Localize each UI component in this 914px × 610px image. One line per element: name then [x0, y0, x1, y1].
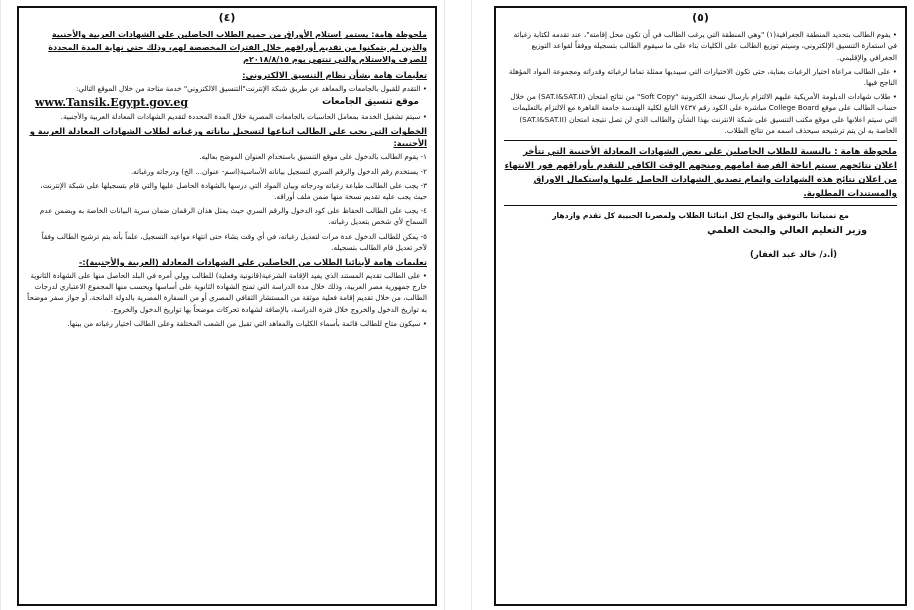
page-number: (٤): [218, 12, 236, 24]
closing-line: مع تمنياتنا بالتوفيق والنجاح لكل ابنائنا الطلاب ولمصرنا الحبيبة كل تقدم وازدهار: [552, 211, 849, 221]
electronic-system-item: • سيتم تشغيل الخدمة بمعامل الحاسبات بالجامعات المصرية خلال المدة المحددة لتقديم الشهادات المعادلة العربية والأجنبية.: [27, 111, 427, 122]
section-title-equivalent-certificates: تعليمات هامة لأبنائنا الطلاب من الحاصلين على الشهادات المعادلة (العربية والأجنبية):-: [78, 256, 427, 267]
instruction-item: • على الطالب تقديم المستند الذي يفيد الإقامة الشرعية(قانونية وفعلية) للطالب وولي أمره في البلد الحاصل منها على الشهادة الثانوية خارج جمهورية مصر العربية، وذلك خلال مدة الدراسة التي تمنح الشهادة الثانوية على أساسها ويحسب منها المجموع الاعتباري لدرجات الطالب، من خلال تقديم إقامة فعلية موثقة من المستشار الثقافي المصري أو من السفارة المصرية بالدولة المانحة، أو جواز سفر موضحاً به تواريخ الدخول والخروج خلال فترة الدراسة، بالإضافة لشهادة تحركات موضحاً بها تواريخ الدخول والخروج.: [27, 270, 427, 315]
site-line: [35, 97, 419, 108]
minister-title: وزير التعليم العالي والبحث العلمي: [707, 225, 867, 237]
instruction-item: • سيكون متاح للطالب قائمة بأسماء الكليات والمعاهد التي تقبل من الشعب المختلفة وعلى الطالب اختيار رغباته من بينها.: [27, 318, 427, 329]
section-title-steps: الخطوات التي يجب على الطالب اتباعها لتسجيل بياناته ورغباته لطلاب الشهادات المعادلة العربية و الأجنبية:: [29, 126, 427, 149]
electronic-system-item: • التقدم للقبول بالجامعات والمعاهد عن طريق شبكة الإنترنت"التنسيق الالكتروني" خدمة متاحة من خلال الموقع التالي:: [27, 83, 427, 94]
step-item: ٤- يجب على الطالب الحفاظ على كود الدخول والرقم السري حيث يمثل هذان الرقمان ضمان سرية البيانات الخاصة به ويضمن عدم السماح لأي شخص بتعديل رغباته.: [39, 206, 427, 227]
page-4-content: [27, 12, 427, 600]
page-4: [0, 0, 445, 610]
page-5: [471, 0, 914, 610]
instruction-item: • على الطالب مراعاة اختيار الرغبات بعناية، حتى تكون الاختيارات التي سيبديها ممثلة تماما لرغباته وقدراته ومجموعة المواد المؤهلة الناجح فيها.: [504, 66, 897, 88]
site-label: موقع تنسيق الجامعات: [322, 96, 419, 107]
page-5-frame: [494, 6, 907, 606]
instruction-item: • طلاب شهادات الدبلومة الأمريكية عليهم الالتزام بارسال نسخة الكترونية "Soft Copy" من نتائج امتحان (SAT.I&SAT.II) من خلال حساب الطالب على موقع College Board مباشرة على الكود رقم ٧٤٣٧ التابع لكلية الهندسة جامعة القاهرة مع الالتزام بالتعليمات التي سيتم اعلانها على موقع مكتب التنسيق على شبكة الانترنت بهذا الشأن والطالب الذي لن تصل نتيجة امتحان (SAT.I&SAT.II) الخاصة به لن يتم ترشيحه سيحذف اسمه من نتائج الطلاب.: [504, 91, 897, 136]
instruction-item: • يقوم الطالب بتحديد المنطقة الجغرافية(١) "وهي المنطقة التي يرغب الطالب في أن تكون محل إقامته"، عند تقدمه لكتابة رغباته في استمارة التنسيق الإلكتروني، وسيتم توزيع الطالب على الكليات بناء على ما سيقوم الطالب بتسجيله ووفقاً لقواعد التوزيع الجغرافي والإقليمي.: [504, 29, 897, 63]
page-4-frame: [17, 6, 437, 606]
step-item: ٢- يستخدم رقم الدخول والرقم السري لتسجيل بياناته الأساسية(اسم- عنوان... الخ) ودرجاته ورغباته.: [130, 166, 427, 176]
section-title-electronic-system: تعليمات هامة بشأن نظام التنسيق الالكتروني:: [242, 69, 427, 80]
step-item: ١- يقوم الطالب بالدخول على موقع التنسيق باستخدام العنوان الموضح بعاليه.: [199, 152, 427, 162]
site-url: www.Tansik.Egypt.gov.eg: [35, 95, 189, 109]
page-number: (٥): [692, 12, 709, 24]
divider: [504, 140, 897, 141]
minister-name: (أ.د/ خالد عبد الغفار): [750, 250, 837, 261]
step-item: ٥- يمكن للطالب الدخول عدة مرات لتعديل رغباته، في أي وقت يشاء حتى انتهاء مواعيد التسجيل، علماً بأنه يتم ترشيح الطالب وفقاً لآخر تعديل قام الطالب بتسجيله.: [41, 231, 427, 252]
important-notice: ملحوظة هامة : بالنسبة للطلاب الحاصلين على بعض الشهادات المعادلة الأجنبية التي تتأخر اعلان نتائجهم سيتم اتاحة الفرصة امامهم ومنحهم الوقت الكافي للتقدم بأوراقهم فور الانتهاء من اعلان نتائج هذه الشهادات واتمام تصديق الشهادات الحاصل عليها واستكمال الاوراق والمستندات المطلوبة.: [504, 147, 897, 200]
important-notice: ملحوظة هامة: يستمر استلام الأوراق من جميع الطلاب الحاصلين على الشهادات العربية والأجنبية والذين لم يتمكنوا من تقديم أوراقهم خلال الفترات المخصصة لهم، وذلك حتى نهاية المدة المحددة للصرف والاستلام والتي تنتهي يوم ٢٠١٨/٨/١٥م: [48, 30, 427, 65]
step-item: ٣- يجب على الطالب طباعة رغباته ودرجاته وبيان المواد التي درسها بالشهادة الحاصل عليها والتي قام بتسجيلها على شبكة الإنترنت، حيث يجب عليه تقديم نسخة منها ضمن ملف أوراقه.: [40, 180, 427, 201]
divider: [504, 205, 897, 206]
page-5-content: [504, 12, 897, 600]
